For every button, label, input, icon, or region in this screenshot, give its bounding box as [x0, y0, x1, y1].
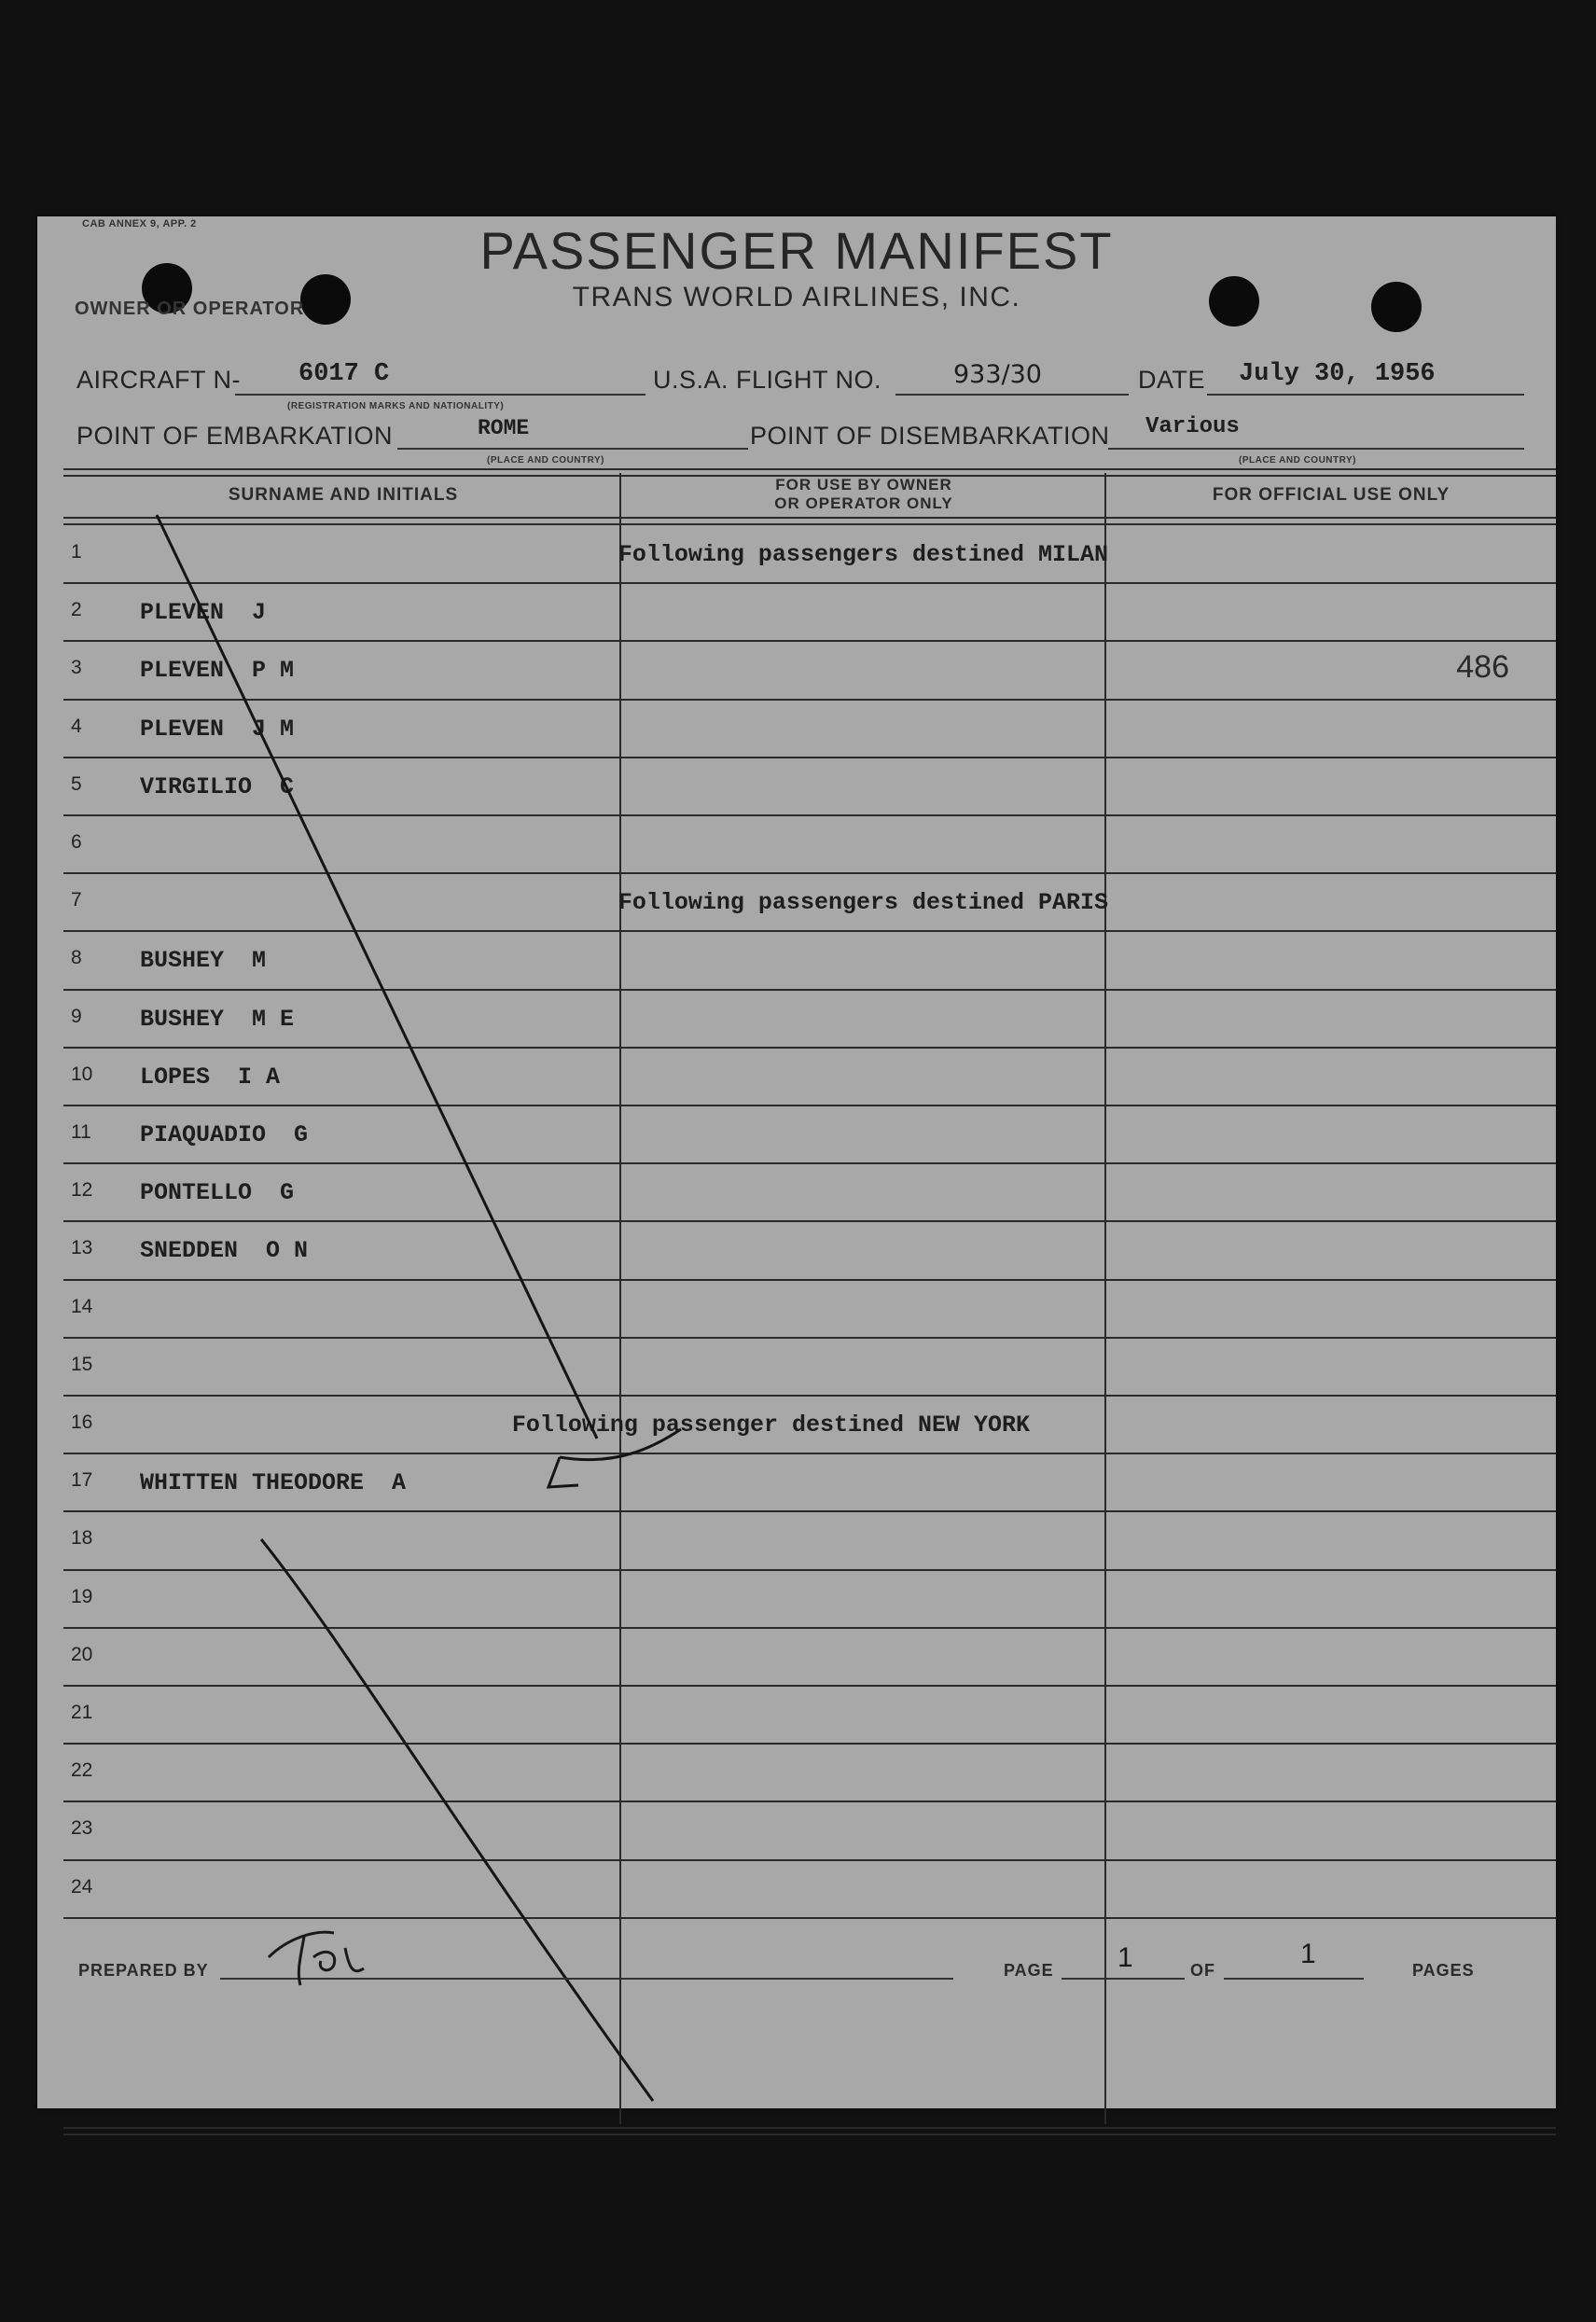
row-number: 6 [71, 831, 82, 853]
flight-value: 933/30 [953, 360, 1042, 389]
airline-name: TRANS WORLD AIRLINES, INC. [572, 282, 1021, 313]
strike-hook [548, 1429, 681, 1487]
passenger-name: BUSHEY M [140, 947, 267, 975]
destination-note: Following passengers destined MILAN [618, 541, 1108, 568]
row-number: 8 [71, 947, 82, 969]
row-number: 23 [71, 1817, 93, 1840]
passenger-name: SNEDDEN O N [140, 1237, 309, 1265]
row-number: 21 [71, 1702, 93, 1723]
disembarkation-note: (PLACE AND COUNTRY) [1239, 455, 1356, 466]
row-number: 19 [71, 1585, 93, 1607]
table-bottom-rule [63, 2127, 1556, 2135]
page-underline [1062, 1978, 1185, 1980]
form-id: CAB ANNEX 9, APP. 2 [82, 218, 197, 229]
prepared-by-label: PREPARED BY [78, 1961, 209, 1980]
row-number: 24 [71, 1875, 93, 1898]
aircraft-value: 6017 C [298, 360, 390, 388]
row-number: 1 [71, 541, 82, 563]
row-number: 15 [71, 1353, 93, 1375]
aircraft-label: AIRCRAFT N- [76, 366, 242, 394]
flight-label: U.S.A. FLIGHT NO. [653, 366, 882, 394]
embarkation-note: (PLACE AND COUNTRY) [487, 455, 604, 466]
passenger-name: LOPES I A [140, 1063, 281, 1091]
row-number: 9 [71, 1005, 82, 1027]
of-label: OF [1190, 1961, 1215, 1980]
embarkation-value: ROME [478, 416, 530, 440]
row-number: 10 [71, 1063, 93, 1085]
destination-note: Following passenger destined NEW YORK [511, 1411, 1030, 1439]
date-label: DATE [1138, 366, 1206, 394]
passenger-name: PONTELLO G [140, 1179, 295, 1207]
embarkation-label: POINT OF EMBARKATION [76, 422, 394, 450]
row-number: 22 [71, 1759, 93, 1782]
disembarkation-label: POINT OF DISEMBARKATION [750, 422, 1110, 450]
passenger-name: PLEVEN P M [140, 657, 295, 685]
passenger-name: PLEVEN J [140, 599, 267, 627]
row-number: 16 [71, 1411, 93, 1433]
row-number: 17 [71, 1469, 93, 1492]
row-number: 3 [71, 657, 82, 679]
row-number: 14 [71, 1295, 93, 1317]
pen-strike-marks [37, 216, 1556, 2108]
page-count: 1 [1300, 1939, 1316, 1969]
row-number: 11 [71, 1121, 91, 1143]
row-number: 5 [71, 772, 82, 795]
page-label: PAGE [1004, 1961, 1054, 1980]
page-title: PASSENGER MANIFEST [479, 221, 1114, 280]
row-number: 4 [71, 715, 82, 737]
passenger-name: PIAQUADIO G [140, 1121, 309, 1148]
owner-column-header-line2: OR OPERATOR ONLY [774, 494, 953, 512]
row-number: 2 [71, 599, 82, 621]
passenger-name: VIRGILIO C [140, 772, 295, 800]
strike-line-lower [261, 1539, 653, 2101]
row-number: 12 [71, 1179, 93, 1202]
owner-label: OWNER OR OPERATOR [75, 299, 305, 319]
row-number: 13 [71, 1237, 93, 1259]
manifest-paper [37, 216, 1556, 2108]
owner-column-header-line1: FOR USE BY OWNER [775, 476, 952, 494]
pages-label: PAGES [1412, 1961, 1475, 1980]
passenger-name: PLEVEN J M [140, 715, 295, 743]
official-entry: 486 [1456, 649, 1509, 686]
row-number: 7 [71, 889, 82, 911]
row-number: 18 [71, 1527, 93, 1550]
signature [259, 1920, 390, 1995]
official-column-header: FOR OFFICIAL USE ONLY [1212, 485, 1450, 505]
date-value: July 30, 1956 [1239, 360, 1436, 388]
passenger-name: BUSHEY M E [140, 1005, 295, 1033]
of-underline [1224, 1978, 1364, 1980]
disembarkation-value: Various [1145, 414, 1240, 439]
surname-column-header: SURNAME AND INITIALS [228, 485, 459, 505]
passenger-name: WHITTEN THEODORE A [140, 1469, 407, 1497]
destination-note: Following passengers destined PARIS [618, 889, 1108, 917]
page-number: 1 [1117, 1942, 1133, 1973]
row-number: 20 [71, 1643, 93, 1665]
aircraft-note: (REGISTRATION MARKS AND NATIONALITY) [287, 401, 505, 411]
strike-line-upper [157, 515, 597, 1439]
